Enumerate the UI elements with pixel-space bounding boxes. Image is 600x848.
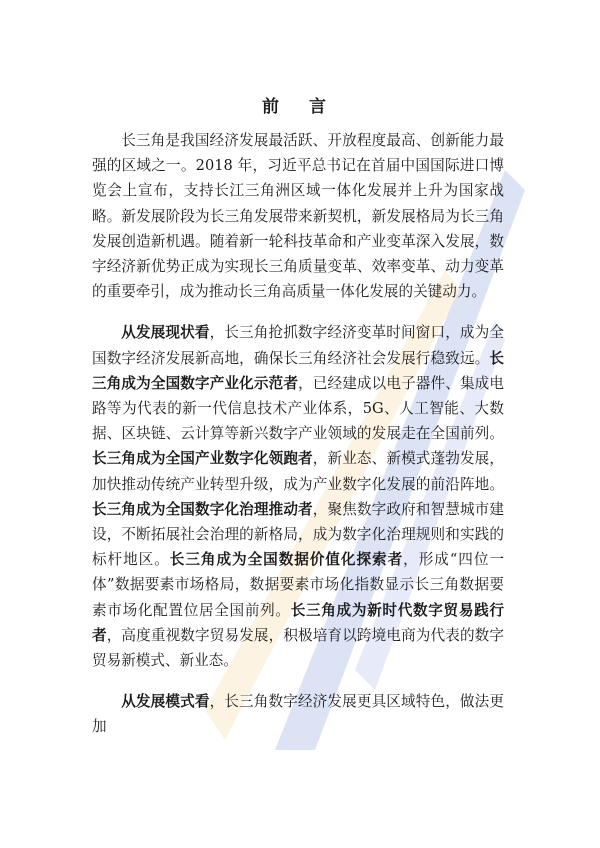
paragraph <box>92 320 504 673</box>
text-run: ，新业态、新模式蓬勃发展，加快推动传统产业转型升级，成为产业数字化发展的前沿阵地。 <box>92 450 504 493</box>
text-run: ，已经建成以电子器件、集成电路等为代表的新一代信息技术产业体系，5G、人工智能、大数据、区块链、云计算等新兴数字产业领域的发展走在全国前列。 <box>92 374 504 443</box>
bold-phrase: 长三角成为全国数字产业化示范者 <box>92 349 504 392</box>
text-run: ，高度重视数字贸易发展，积极培育以跨境电商为代表的数字贸易新模式、新业态。 <box>92 626 504 670</box>
text-run: ，长三角数字经济发展更具区域特色，做法更加 <box>92 693 504 736</box>
paragraph <box>92 689 504 739</box>
bold-phrase: 从发展现状看 <box>121 324 210 342</box>
bold-phrase: 长三角成为全国产业数字化领跑者 <box>92 450 313 468</box>
text-run: ，聚焦数字政府和智慧城市建设，不断拓展社会治理的新格局，成为数字化治理规则和实践的标杆地区。 <box>92 500 504 569</box>
bold-phrase: 从发展模式看 <box>121 693 210 711</box>
text-run: 长三角是我国经济发展最活跃、开放程度最高、创新能力最强的区域之一。2018 年，习近平总书记在首届中国国际进口博览会上宣布，支持长江三角洲区域一体化发展并上升为国家战略。新发展阶段为长三角发展带来新契机，新发展格局为长三角发展创造新机遇。随着新一轮科技革命和产业变革深入发展，数字经济新优势正成为实现长三角质量变革、效率变革、动力变革的重要牵引，成为推动长三角高质量一体化发展的关键动力。 <box>92 132 504 301</box>
bold-phrase: 长三角成为全国数据价值化探索者 <box>169 551 404 569</box>
page-title: 前 言 <box>262 97 338 117</box>
bold-phrase: 长三角成为新时代数字贸易践行者 <box>92 601 504 644</box>
bold-phrase: 长三角成为全国数字化治理推动者 <box>92 500 313 518</box>
text-run: ，形成“四位一体”数据要素市场格局，数据要素市场化指数显示长三角数据要素市场化配置位居全国前列。 <box>92 551 504 619</box>
paragraph <box>92 128 504 304</box>
text-run: ，长三角抢抓数字经济变革时间窗口，成为全国数字经济发展新高地，确保长三角经济社会发展行稳致远。 <box>92 324 504 367</box>
body-text <box>92 128 504 756</box>
